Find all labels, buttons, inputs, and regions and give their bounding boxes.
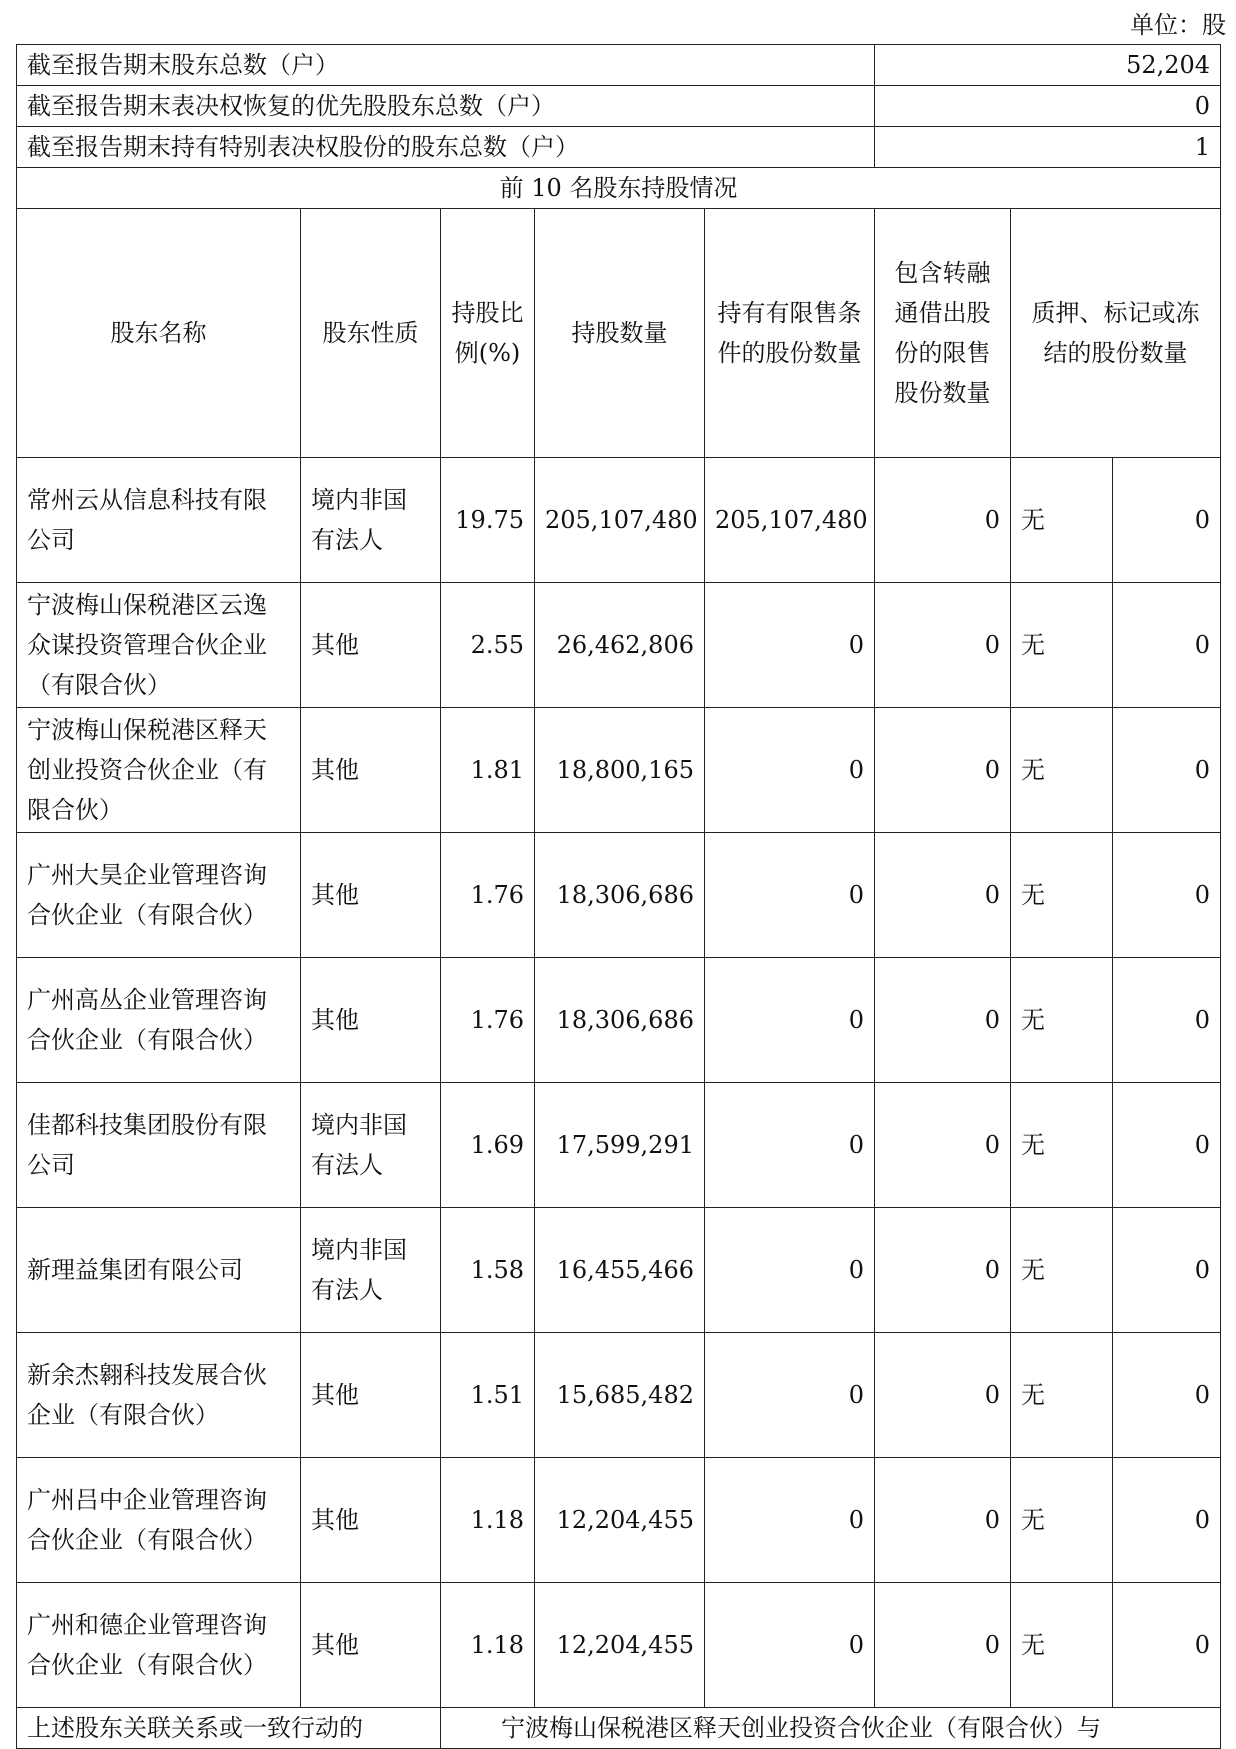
pledge-quantity: 0 xyxy=(1113,1208,1221,1333)
holding-ratio: 1.76 xyxy=(441,833,535,958)
summary-row xyxy=(17,45,1221,86)
lent-restricted-quantity: 0 xyxy=(875,1083,1011,1208)
header-quantity: 持股数量 xyxy=(535,209,705,458)
header-nature: 股东性质 xyxy=(301,209,441,458)
shareholder-name: 广州大昊企业管理咨询合伙企业（有限合伙） xyxy=(17,833,301,958)
section-title: 前 10 名股东持股情况 xyxy=(17,168,1221,209)
table-row xyxy=(17,1458,1221,1583)
pledge-status: 无 xyxy=(1011,708,1113,833)
holding-ratio: 1.18 xyxy=(441,1458,535,1583)
pledge-status: 无 xyxy=(1011,1458,1113,1583)
lent-restricted-quantity: 0 xyxy=(875,1208,1011,1333)
shareholder-nature: 其他 xyxy=(301,708,441,833)
pledge-status: 无 xyxy=(1011,958,1113,1083)
section-title-row xyxy=(17,168,1221,209)
holding-quantity: 18,306,686 xyxy=(535,833,705,958)
header-lent-restricted: 包含转融通借出股份的限售股份数量 xyxy=(875,209,1011,458)
lent-restricted-quantity: 0 xyxy=(875,583,1011,708)
holding-quantity: 15,685,482 xyxy=(535,1333,705,1458)
table-row xyxy=(17,1583,1221,1708)
shareholder-name: 宁波梅山保税港区释天创业投资合伙企业（有限合伙） xyxy=(17,708,301,833)
summary-label: 截至报告期末持有特别表决权股份的股东总数（户） xyxy=(17,127,875,168)
header-restricted: 持有有限售条件的股份数量 xyxy=(705,209,875,458)
header-pledge: 质押、标记或冻结的股份数量 xyxy=(1011,209,1221,458)
holding-ratio: 1.51 xyxy=(441,1333,535,1458)
holding-quantity: 12,204,455 xyxy=(535,1458,705,1583)
restricted-quantity: 205,107,480 xyxy=(705,458,875,583)
shareholder-name: 佳都科技集团股份有限公司 xyxy=(17,1083,301,1208)
shareholder-name: 广州和德企业管理咨询合伙企业（有限合伙） xyxy=(17,1583,301,1708)
shareholder-name: 常州云从信息科技有限公司 xyxy=(17,458,301,583)
restricted-quantity: 0 xyxy=(705,833,875,958)
pledge-status: 无 xyxy=(1011,833,1113,958)
lent-restricted-quantity: 0 xyxy=(875,1583,1011,1708)
holding-quantity: 12,204,455 xyxy=(535,1583,705,1708)
table-row xyxy=(17,458,1221,583)
shareholder-nature: 其他 xyxy=(301,1333,441,1458)
pledge-quantity: 0 xyxy=(1113,583,1221,708)
pledge-status: 无 xyxy=(1011,1083,1113,1208)
pledge-quantity: 0 xyxy=(1113,458,1221,583)
summary-label: 截至报告期末股东总数（户） xyxy=(17,45,875,86)
lent-restricted-quantity: 0 xyxy=(875,833,1011,958)
restricted-quantity: 0 xyxy=(705,1583,875,1708)
summary-value: 52,204 xyxy=(875,45,1221,86)
summary-row xyxy=(17,86,1221,127)
shareholder-table xyxy=(16,44,1221,1749)
table-row xyxy=(17,708,1221,833)
lent-restricted-quantity: 0 xyxy=(875,958,1011,1083)
lent-restricted-quantity: 0 xyxy=(875,708,1011,833)
relation-text: 宁波梅山保税港区释天创业投资合伙企业（有限合伙）与 xyxy=(441,1708,1221,1749)
holding-quantity: 17,599,291 xyxy=(535,1083,705,1208)
pledge-quantity: 0 xyxy=(1113,1083,1221,1208)
holding-ratio: 1.76 xyxy=(441,958,535,1083)
pledge-quantity: 0 xyxy=(1113,833,1221,958)
restricted-quantity: 0 xyxy=(705,708,875,833)
restricted-quantity: 0 xyxy=(705,1458,875,1583)
table-row xyxy=(17,583,1221,708)
summary-label: 截至报告期末表决权恢复的优先股股东总数（户） xyxy=(17,86,875,127)
table-row xyxy=(17,958,1221,1083)
shareholder-nature: 其他 xyxy=(301,1583,441,1708)
holding-quantity: 16,455,466 xyxy=(535,1208,705,1333)
holding-quantity: 205,107,480 xyxy=(535,458,705,583)
holding-ratio: 1.58 xyxy=(441,1208,535,1333)
shareholder-nature: 境内非国有法人 xyxy=(301,1083,441,1208)
shareholder-name: 新余杰翱科技发展合伙企业（有限合伙） xyxy=(17,1333,301,1458)
shareholder-nature: 境内非国有法人 xyxy=(301,458,441,583)
header-ratio: 持股比例(%) xyxy=(441,209,535,458)
pledge-quantity: 0 xyxy=(1113,1583,1221,1708)
shareholder-nature: 其他 xyxy=(301,958,441,1083)
restricted-quantity: 0 xyxy=(705,1083,875,1208)
shareholder-name: 广州高丛企业管理咨询合伙企业（有限合伙） xyxy=(17,958,301,1083)
shareholder-nature: 其他 xyxy=(301,583,441,708)
header-row xyxy=(17,209,1221,458)
table-row xyxy=(17,833,1221,958)
pledge-status: 无 xyxy=(1011,583,1113,708)
holding-ratio: 1.18 xyxy=(441,1583,535,1708)
shareholder-nature: 其他 xyxy=(301,1458,441,1583)
relation-label: 上述股东关联关系或一致行动的 xyxy=(17,1708,441,1749)
holding-quantity: 26,462,806 xyxy=(535,583,705,708)
lent-restricted-quantity: 0 xyxy=(875,1458,1011,1583)
table-row xyxy=(17,1083,1221,1208)
holding-ratio: 1.81 xyxy=(441,708,535,833)
table-row xyxy=(17,1333,1221,1458)
pledge-quantity: 0 xyxy=(1113,708,1221,833)
holding-quantity: 18,306,686 xyxy=(535,958,705,1083)
holding-ratio: 2.55 xyxy=(441,583,535,708)
holding-ratio: 19.75 xyxy=(441,458,535,583)
shareholder-name: 宁波梅山保税港区云逸众谋投资管理合伙企业（有限合伙） xyxy=(17,583,301,708)
summary-value: 0 xyxy=(875,86,1221,127)
restricted-quantity: 0 xyxy=(705,583,875,708)
shareholder-nature: 其他 xyxy=(301,833,441,958)
pledge-quantity: 0 xyxy=(1113,958,1221,1083)
shareholder-nature: 境内非国有法人 xyxy=(301,1208,441,1333)
lent-restricted-quantity: 0 xyxy=(875,458,1011,583)
summary-row xyxy=(17,127,1221,168)
table-row xyxy=(17,1208,1221,1333)
restricted-quantity: 0 xyxy=(705,958,875,1083)
restricted-quantity: 0 xyxy=(705,1333,875,1458)
pledge-quantity: 0 xyxy=(1113,1333,1221,1458)
holding-ratio: 1.69 xyxy=(441,1083,535,1208)
pledge-status: 无 xyxy=(1011,1208,1113,1333)
pledge-quantity: 0 xyxy=(1113,1458,1221,1583)
summary-value: 1 xyxy=(875,127,1221,168)
shareholder-name: 新理益集团有限公司 xyxy=(17,1208,301,1333)
restricted-quantity: 0 xyxy=(705,1208,875,1333)
header-name: 股东名称 xyxy=(17,209,301,458)
pledge-status: 无 xyxy=(1011,1333,1113,1458)
shareholder-name: 广州吕中企业管理咨询合伙企业（有限合伙） xyxy=(17,1458,301,1583)
unit-label: 单位：股 xyxy=(1130,11,1226,39)
relation-row xyxy=(17,1708,1221,1749)
pledge-status: 无 xyxy=(1011,458,1113,583)
pledge-status: 无 xyxy=(1011,1583,1113,1708)
lent-restricted-quantity: 0 xyxy=(875,1333,1011,1458)
holding-quantity: 18,800,165 xyxy=(535,708,705,833)
